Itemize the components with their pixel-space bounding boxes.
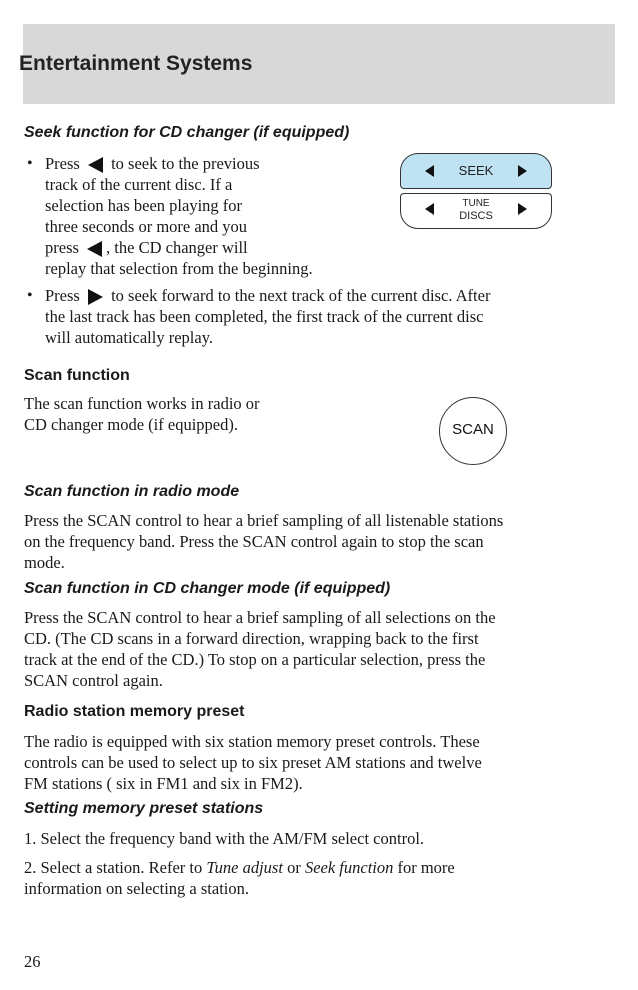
bullet-dot: • xyxy=(27,287,33,304)
tune-discs-control-button[interactable]: TUNE DISCS xyxy=(400,193,552,229)
heading-setting-presets: Setting memory preset stations xyxy=(24,800,264,817)
scan-radio-description: Press the SCAN control to hear a brief sampling of all listenable stations on the frequency band. Press the SCAN control again to stop the scan mode. xyxy=(24,511,504,572)
seek-left-arrow-icon xyxy=(88,157,103,173)
tune-right-arrow-icon xyxy=(518,203,527,215)
section-title: Entertainment Systems xyxy=(19,52,253,75)
memory-preset-description: The radio is equipped with six station memory preset controls. These controls can be used to select up to six preset AM stations and twelve FM stations ( six in FM1 and six in FM2). xyxy=(24,732,482,793)
heading-scan-cd: Scan function in CD changer mode (if equipped) xyxy=(24,580,391,597)
heading-seek-cd: Seek function for CD changer (if equipped) xyxy=(24,124,350,141)
page-number: 26 xyxy=(24,952,41,971)
heading-scan-radio: Scan function in radio mode xyxy=(24,483,240,500)
setting-step-1: 1. Select the frequency band with the AM/FM select control. xyxy=(24,829,425,848)
seek-control-button[interactable]: SEEK xyxy=(400,153,552,189)
scan-cd-description: Press the SCAN control to hear a brief sampling of all selections on the CD. (The CD scans in a forward direction, wrapping back to the first track at the end of the CD.) To stop on a particular selection, press the SCAN control again. xyxy=(24,608,496,690)
seek-left-arrow-icon xyxy=(87,241,102,257)
scan-control-button[interactable]: SCAN xyxy=(439,397,507,465)
seek-right-arrow-icon xyxy=(88,289,103,305)
bullet-dot: • xyxy=(27,155,33,172)
heading-memory-preset: Radio station memory preset xyxy=(24,703,245,720)
setting-step-2: 2. Select a station. Refer to Tune adjust or Seek function for more information on selecting a station. xyxy=(24,858,455,898)
scan-description: The scan function works in radio or CD changer mode (if equipped). xyxy=(24,394,260,434)
seek-right-arrow-icon xyxy=(518,165,527,177)
heading-scan: Scan function xyxy=(24,367,130,384)
